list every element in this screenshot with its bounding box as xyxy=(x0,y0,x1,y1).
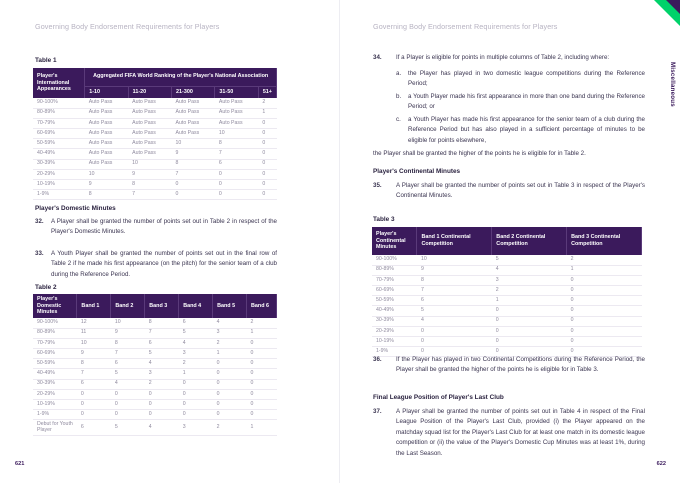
table2-cell: 4 xyxy=(145,359,179,369)
table1-cell: 7 xyxy=(128,190,171,200)
table3-band-cell: 30-39% xyxy=(372,316,417,326)
table3-cell: 0 xyxy=(567,337,642,347)
table3-cell: 4 xyxy=(417,316,492,326)
table2-cell: 0 xyxy=(213,359,247,369)
table1-cell: Auto Pass xyxy=(215,118,258,128)
right-page xyxy=(340,0,680,483)
table2-row xyxy=(33,400,277,410)
table2-cell: 3 xyxy=(213,328,247,338)
table2-cell: 7 xyxy=(145,328,179,338)
table1-cell: 0 xyxy=(258,190,276,200)
paragraph-34-text: If a Player is eligible for points in multiple columns of Table 2, including where: xyxy=(396,54,610,61)
paragraph-37-number: 37. xyxy=(373,408,382,415)
table1-column-header: 1-10 xyxy=(85,86,128,98)
table3-row xyxy=(372,337,642,347)
table2-cell: 5 xyxy=(111,420,145,436)
table2-cell: 2 xyxy=(247,318,277,328)
table1-cell: Auto Pass xyxy=(128,118,171,128)
table1-cell: Auto Pass xyxy=(85,129,128,139)
table1-cell: 8 xyxy=(172,159,215,169)
table1-cell: 0 xyxy=(258,118,276,128)
table3-band-cell: 80-89% xyxy=(372,265,417,275)
paragraph-35-number: 35. xyxy=(373,182,382,189)
table2-band-cell: 40-49% xyxy=(33,369,77,379)
table1-cell: Auto Pass xyxy=(85,159,128,169)
table3-cell: 8 xyxy=(417,275,492,285)
table1-cell: 0 xyxy=(215,169,258,179)
table1-cell: Auto Pass xyxy=(172,108,215,118)
table3-cell: 0 xyxy=(417,337,492,347)
table2-cell: 0 xyxy=(247,379,277,389)
continental-minutes-heading: Player's Continental Minutes xyxy=(373,168,461,175)
table1-row xyxy=(33,149,277,159)
table1-cell: Auto Pass xyxy=(85,149,128,159)
table2-cell: 11 xyxy=(77,328,111,338)
table1-cell: 10 xyxy=(128,159,171,169)
table1-cell: Auto Pass xyxy=(215,108,258,118)
table1-cell: 8 xyxy=(128,180,171,190)
table1-cell: 9 xyxy=(172,149,215,159)
table1-title: Table 1 xyxy=(35,57,57,64)
table3-cell: 0 xyxy=(492,337,567,347)
table2-cell: 0 xyxy=(145,410,179,420)
table3-cell: 0 xyxy=(492,326,567,336)
table2-cell: 0 xyxy=(77,400,111,410)
paragraph-37 xyxy=(373,407,645,459)
paragraph-32 xyxy=(35,217,277,238)
table3-column-header: Band 3 Continental Competition xyxy=(567,227,642,255)
table2-cell: 8 xyxy=(145,318,179,328)
table1-cell: 10 xyxy=(85,169,128,179)
table3-cell: 6 xyxy=(417,296,492,306)
list-item-c-text: a Youth Player has made his first appearance for the senior team of a club during the Reference Period but has also played in a sufficient percentage of minutes to be eligible for points elsewhere, xyxy=(408,116,645,144)
table3-cell: 0 xyxy=(567,296,642,306)
table1-band-cell: 10-19% xyxy=(33,180,85,190)
table2-cell: 2 xyxy=(179,359,213,369)
table2-cell: 0 xyxy=(247,338,277,348)
table2-column-header: Band 3 xyxy=(145,294,179,318)
table2-cell: 4 xyxy=(145,420,179,436)
table2-band-cell: 80-89% xyxy=(33,328,77,338)
table1-column-header: 51+ xyxy=(258,86,276,98)
table3-column-header: Band 1 Continental Competition xyxy=(417,227,492,255)
list-item-a-text: the Player has played in two domestic league competitions during the Reference Period; xyxy=(408,70,645,88)
table2-band-cell: 50-59% xyxy=(33,359,77,369)
table1-cell: Auto Pass xyxy=(128,98,171,108)
table1-cell: 6 xyxy=(215,159,258,169)
table1-band-cell: 70-79% xyxy=(33,118,85,128)
table1-column-header: 31-50 xyxy=(215,86,258,98)
table1-cell: 0 xyxy=(215,180,258,190)
table3-row xyxy=(372,296,642,306)
table1-header-corner: Player's International Appearances xyxy=(33,68,85,98)
table3-cell: 0 xyxy=(417,347,492,357)
table3-cell: 10 xyxy=(417,255,492,265)
table2-cell: 9 xyxy=(111,328,145,338)
list-item-c xyxy=(396,115,645,146)
table3-cell: 0 xyxy=(567,275,642,285)
table1-band-cell: 20-29% xyxy=(33,169,85,179)
table3-cell: 5 xyxy=(417,306,492,316)
table1-cell: Auto Pass xyxy=(128,129,171,139)
table1-column-header: 21-300 xyxy=(172,86,215,98)
table2-cell: 0 xyxy=(77,410,111,420)
table2-header-corner: Player's Domestic Minutes xyxy=(33,294,77,318)
table2-cell: 0 xyxy=(111,410,145,420)
table2-row xyxy=(33,318,277,328)
table2-cell: 0 xyxy=(213,369,247,379)
table2-cell: 0 xyxy=(111,400,145,410)
paragraph-34-tail xyxy=(373,149,645,159)
table2-row xyxy=(33,379,277,389)
table1-column-header: 11-20 xyxy=(128,86,171,98)
table1-row xyxy=(33,108,277,118)
table3-cell: 0 xyxy=(567,347,642,357)
table1-cell: 7 xyxy=(215,149,258,159)
table1-row xyxy=(33,139,277,149)
table2-cell: 10 xyxy=(77,338,111,348)
table2-row xyxy=(33,420,277,436)
table3-row xyxy=(372,306,642,316)
table2-cell: 10 xyxy=(111,318,145,328)
table2-cell: 3 xyxy=(179,349,213,359)
table3 xyxy=(372,227,642,357)
table1-cell: Auto Pass xyxy=(172,98,215,108)
table1-cell: 10 xyxy=(172,139,215,149)
table2-cell: 0 xyxy=(179,389,213,399)
table3-cell: 9 xyxy=(417,265,492,275)
table2-cell: 0 xyxy=(247,369,277,379)
table3-cell: 2 xyxy=(567,255,642,265)
table1-cell: 0 xyxy=(172,180,215,190)
table2-row xyxy=(33,349,277,359)
table1-cell: 0 xyxy=(258,159,276,169)
table1 xyxy=(33,68,277,200)
table3-band-cell: 40-49% xyxy=(372,306,417,316)
table2-band-cell: 10-19% xyxy=(33,400,77,410)
running-head: Governing Body Endorsement Requirements for Players xyxy=(373,22,558,31)
table2-cell: 4 xyxy=(111,379,145,389)
table2-cell: 5 xyxy=(179,328,213,338)
table1-band-cell: 1-9% xyxy=(33,190,85,200)
table1-cell: 9 xyxy=(85,180,128,190)
table2-cell: 0 xyxy=(179,410,213,420)
paragraph-33-text: A Youth Player shall be granted the number of points set out in the final row of Table 2 if he made his first appearance (on the pitch) for the senior team of a club during the Reference Period. xyxy=(51,250,277,278)
table2-cell: 6 xyxy=(111,359,145,369)
table2-cell: 3 xyxy=(145,369,179,379)
table1-cell: Auto Pass xyxy=(85,118,128,128)
table3-cell: 0 xyxy=(567,306,642,316)
table2-cell: 1 xyxy=(213,349,247,359)
table2-cell: 7 xyxy=(77,369,111,379)
paragraph-34 xyxy=(373,53,645,63)
table1-header-span: Aggregated FIFA World Ranking of the Player's National Association xyxy=(85,68,277,86)
table2-row xyxy=(33,369,277,379)
table3-cell: 7 xyxy=(417,286,492,296)
section-tab-miscellaneous: Miscellaneous xyxy=(669,62,676,107)
table2-cell: 6 xyxy=(179,318,213,328)
table1-band-cell: 60-69% xyxy=(33,129,85,139)
table1-row xyxy=(33,180,277,190)
page-number: 622 xyxy=(656,461,666,467)
table1-band-cell: 30-39% xyxy=(33,159,85,169)
table2-cell: 0 xyxy=(213,400,247,410)
list-item-a-label: a. xyxy=(396,70,402,77)
table2-cell: 2 xyxy=(213,420,247,436)
table1-cell: 0 xyxy=(258,180,276,190)
table1-cell: Auto Pass xyxy=(85,139,128,149)
table3-cell: 0 xyxy=(492,347,567,357)
table3-row xyxy=(372,255,642,265)
table1-cell: 8 xyxy=(85,190,128,200)
list-item-c-label: c. xyxy=(396,116,401,123)
page-number: 621 xyxy=(15,461,25,467)
table1-cell: Auto Pass xyxy=(128,108,171,118)
list-item-b xyxy=(396,92,645,113)
running-head: Governing Body Endorsement Requirements for Players xyxy=(35,22,220,31)
table2-cell: 0 xyxy=(247,359,277,369)
table3-row xyxy=(372,265,642,275)
table3-cell: 0 xyxy=(567,326,642,336)
table1-band-cell: 80-89% xyxy=(33,108,85,118)
table2-cell: 5 xyxy=(145,349,179,359)
table3-row xyxy=(372,326,642,336)
table1-row xyxy=(33,169,277,179)
table1-row xyxy=(33,159,277,169)
table2-cell: 0 xyxy=(179,379,213,389)
table2-row xyxy=(33,359,277,369)
table1-cell: 9 xyxy=(128,169,171,179)
table2-cell: 8 xyxy=(111,338,145,348)
table1-cell: 10 xyxy=(215,129,258,139)
table2-band-cell: 70-79% xyxy=(33,338,77,348)
list-item-a xyxy=(396,69,645,90)
table3-cell: 1 xyxy=(492,296,567,306)
table2-band-cell: 1-9% xyxy=(33,410,77,420)
table2-cell: 12 xyxy=(77,318,111,328)
table1-cell: 0 xyxy=(215,190,258,200)
table2-cell: 4 xyxy=(179,338,213,348)
table2-cell: 2 xyxy=(213,338,247,348)
list-item-b-text: a Youth Player made his first appearance in more than one band during the Reference Period; or xyxy=(408,93,645,111)
table2-cell: 1 xyxy=(247,328,277,338)
table1-band-cell: 40-49% xyxy=(33,149,85,159)
table3-title: Table 3 xyxy=(373,216,395,223)
table3-row xyxy=(372,316,642,326)
table2-column-header: Band 4 xyxy=(179,294,213,318)
table2-title: Table 2 xyxy=(35,284,57,291)
table1-cell: 0 xyxy=(258,169,276,179)
publisher-logo-corner xyxy=(654,0,680,26)
table1-cell: 0 xyxy=(258,129,276,139)
table2-row xyxy=(33,338,277,348)
table3-cell: 2 xyxy=(492,286,567,296)
table1-row xyxy=(33,98,277,108)
table3-band-cell: 70-79% xyxy=(372,275,417,285)
table2-cell: 1 xyxy=(179,369,213,379)
table2-cell: 0 xyxy=(179,400,213,410)
table1-cell: Auto Pass xyxy=(128,149,171,159)
table1-row xyxy=(33,129,277,139)
table1-row xyxy=(33,190,277,200)
table2 xyxy=(33,294,277,436)
table1-cell: 0 xyxy=(258,139,276,149)
table2-column-header: Band 1 xyxy=(77,294,111,318)
paragraph-32-text: A Player shall be granted the number of points set out in Table 2 in respect of the Player's Domestic Minutes. xyxy=(51,218,277,236)
table1-band-cell: 50-59% xyxy=(33,139,85,149)
paragraph-36-text: If the Player has played in two Continental Competitions during the Reference Period, the Player shall be granted the higher of the points he is eligible for in Table 3. xyxy=(396,356,645,374)
table3-band-cell: 90-100% xyxy=(372,255,417,265)
table3-column-header: Band 2 Continental Competition xyxy=(492,227,567,255)
table3-band-cell: 20-29% xyxy=(372,326,417,336)
paragraph-35 xyxy=(373,181,645,202)
table2-row xyxy=(33,410,277,420)
table2-cell: 0 xyxy=(145,389,179,399)
paragraph-36-number: 36. xyxy=(373,356,382,363)
table3-cell: 0 xyxy=(492,306,567,316)
table1-cell: 0 xyxy=(172,190,215,200)
table2-cell: 4 xyxy=(213,318,247,328)
table2-column-header: Band 6 xyxy=(247,294,277,318)
table2-band-cell: 90-100% xyxy=(33,318,77,328)
table3-cell: 1 xyxy=(567,265,642,275)
table1-band-cell: 90-100% xyxy=(33,98,85,108)
table3-cell: 3 xyxy=(492,275,567,285)
table1-cell: 0 xyxy=(258,149,276,159)
table3-cell: 4 xyxy=(492,265,567,275)
table2-cell: 9 xyxy=(77,349,111,359)
table3-header-corner: Player's Continental Minutes xyxy=(372,227,417,255)
table2-cell: 6 xyxy=(77,420,111,436)
paragraph-36 xyxy=(373,355,645,376)
table2-cell: 6 xyxy=(77,379,111,389)
table1-cell: Auto Pass xyxy=(128,139,171,149)
table2-cell: 0 xyxy=(247,349,277,359)
table2-cell: 7 xyxy=(111,349,145,359)
table2-cell: 0 xyxy=(77,389,111,399)
paragraph-32-number: 32. xyxy=(35,218,44,225)
table3-band-cell: 50-59% xyxy=(372,296,417,306)
table2-cell: 0 xyxy=(213,410,247,420)
paragraph-33 xyxy=(35,249,277,280)
paragraph-34-number: 34. xyxy=(373,54,382,61)
table2-cell: 0 xyxy=(247,389,277,399)
table1-cell: 2 xyxy=(258,98,276,108)
table2-cell: 0 xyxy=(247,400,277,410)
table1-cell: Auto Pass xyxy=(85,98,128,108)
table2-band-cell: 60-69% xyxy=(33,349,77,359)
table3-cell: 0 xyxy=(492,316,567,326)
table2-cell: 0 xyxy=(213,389,247,399)
list-item-b-label: b. xyxy=(396,93,402,100)
table1-cell: Auto Pass xyxy=(172,118,215,128)
last-club-heading: Final League Position of Player's Last Club xyxy=(373,394,504,401)
paragraph-37-text: A Player shall be granted the number of points set out in Table 4 in respect of the Final League Position of the Player's Last Club, provided (i) the Player appeared on the matchday squad list for the Player's Last Club for at least one match in its domestic league competition or (ii) the value of the Player's Domestic Cup Minutes was at least 1%, during the Last Season. xyxy=(396,408,645,457)
table1-cell: Auto Pass xyxy=(85,108,128,118)
table2-column-header: Band 5 xyxy=(213,294,247,318)
table1-row xyxy=(33,118,277,128)
table3-cell: 0 xyxy=(567,286,642,296)
table3-cell: 0 xyxy=(567,316,642,326)
table2-cell: 1 xyxy=(247,420,277,436)
table2-band-cell: 30-39% xyxy=(33,379,77,389)
table2-cell: 6 xyxy=(145,338,179,348)
table2-row xyxy=(33,389,277,399)
table2-cell: 0 xyxy=(145,400,179,410)
table3-band-cell: 10-19% xyxy=(372,337,417,347)
table2-cell: 0 xyxy=(111,389,145,399)
table3-cell: 0 xyxy=(417,326,492,336)
domestic-minutes-heading: Player's Domestic Minutes xyxy=(35,205,116,212)
table3-row xyxy=(372,275,642,285)
paragraph-33-number: 33. xyxy=(35,250,44,257)
paragraph-34-tail-text: the Player shall be granted the higher of the points he is eligible for in Table 2. xyxy=(373,150,586,157)
table2-cell: 3 xyxy=(179,420,213,436)
table1-cell: 1 xyxy=(258,108,276,118)
table2-cell: 5 xyxy=(111,369,145,379)
paragraph-35-text: A Player shall be granted the number of points set out in Table 3 in respect of the Player's Continental Minutes. xyxy=(396,182,645,200)
table2-column-header: Band 2 xyxy=(111,294,145,318)
table1-cell: Auto Pass xyxy=(172,129,215,139)
table2-row xyxy=(33,328,277,338)
table2-cell: 2 xyxy=(145,379,179,389)
table3-cell: 5 xyxy=(492,255,567,265)
table2-band-cell: Debut for Youth Player xyxy=(33,420,77,436)
table3-row xyxy=(372,286,642,296)
table2-band-cell: 20-29% xyxy=(33,389,77,399)
table3-band-cell: 1-9% xyxy=(372,347,417,357)
table2-cell: 0 xyxy=(247,410,277,420)
table2-cell: 8 xyxy=(77,359,111,369)
table1-cell: Auto Pass xyxy=(215,98,258,108)
table1-cell: 7 xyxy=(172,169,215,179)
table1-cell: 8 xyxy=(215,139,258,149)
table2-cell: 0 xyxy=(213,379,247,389)
table3-band-cell: 60-69% xyxy=(372,286,417,296)
